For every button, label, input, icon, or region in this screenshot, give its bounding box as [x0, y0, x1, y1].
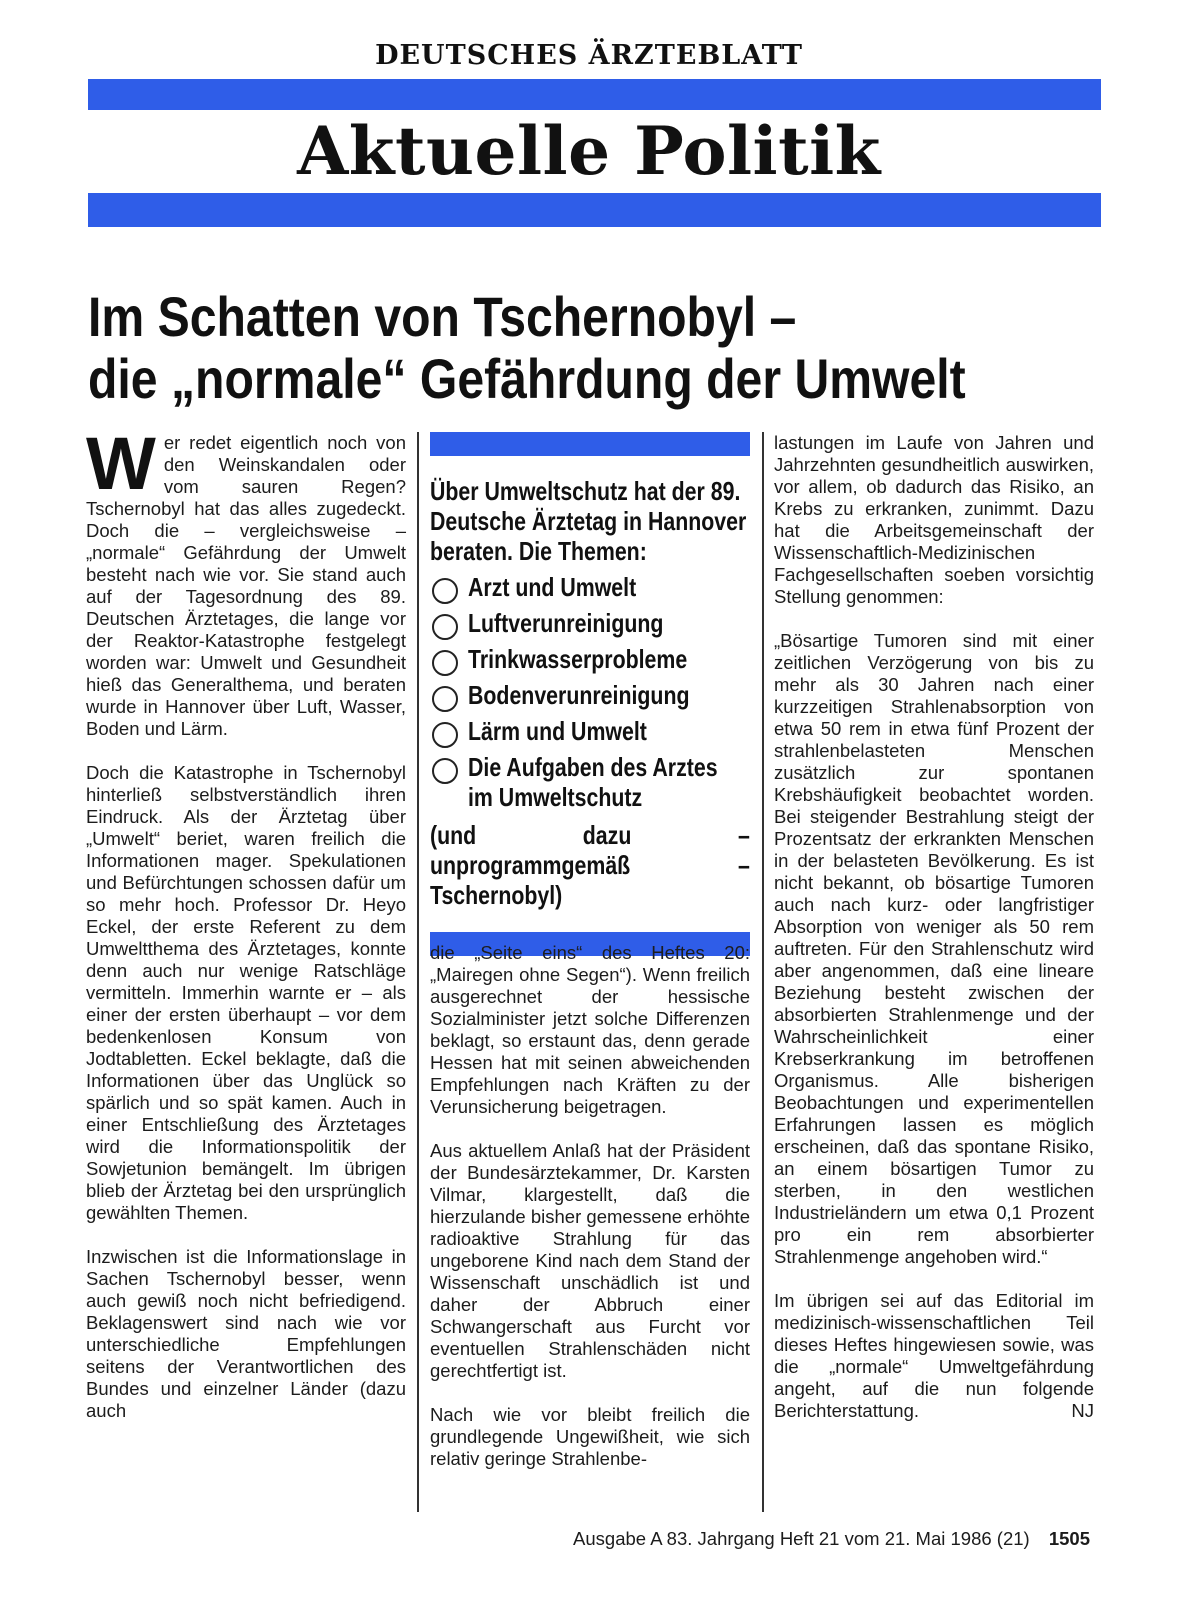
article-column-1 — [86, 422, 406, 1444]
infobox-note: (und dazu – unprogrammgemäß – Tschernobyl) — [430, 820, 750, 910]
circle-bullet-icon — [432, 578, 458, 604]
paragraph: Aus aktuellem Anlaß hat der Präsident der Bundesärztekammer, Dr. Karsten Vilmar, klargestellt, daß die hierzulande bisher gemessene erhöhte radioaktive Strahlung für das ungeborene Kind nach dem Stand der Wissenschaft unschädlich ist und daher der Abbruch einer Schwangerschaft aus Furcht vor eventuellen Strahlenschäden nicht gerechtfertigt ist. — [430, 1140, 750, 1381]
article-headline — [88, 286, 965, 410]
section-title: Aktuelle Politik — [297, 112, 881, 190]
topic-item — [430, 572, 750, 602]
topic-label: Bodenverunreinigung — [468, 680, 690, 710]
article-column-2 — [430, 942, 750, 1492]
circle-bullet-icon — [432, 722, 458, 748]
edition-label: Ausgabe A — [573, 1528, 662, 1549]
circle-bullet-icon — [432, 686, 458, 712]
infobox-bar-top — [430, 432, 750, 456]
column-divider — [762, 432, 764, 1512]
paragraph — [774, 1290, 1094, 1422]
column-divider — [417, 432, 419, 1512]
paragraph: Nach wie vor bleibt freilich die grundlegende Ungewißheit, wie sich relativ geringe Strahlenbe- — [430, 1404, 750, 1469]
article-column-3 — [774, 432, 1094, 1444]
masthead: DEUTSCHES ÄRZTEBLATT — [375, 40, 803, 71]
topic-item — [430, 608, 750, 638]
drop-cap: W — [86, 422, 156, 505]
circle-bullet-icon — [432, 758, 458, 784]
paragraph: Inzwischen ist die Informationslage in Sachen Tschernobyl besser, wenn auch gewiß noch nicht befriedigend. Beklagenswert sind nach wie vor unterschiedliche Empfehlungen seitens der Verantwortlichen des Bundes und einzelner Länder (dazu auch — [86, 1246, 406, 1421]
issue-info: 83. Jahrgang Heft 21 vom 21. Mai 1986 (21) — [666, 1528, 1030, 1549]
paragraph: Doch die Katastrophe in Tschernobyl hinterließ selbstverständlich ihren Eindruck. Als der Ärztetag über „Umwelt“ beriet, waren freilich die Informationen mager. Spekulationen und Befürchtungen schossen dafür um so mehr hoch. Professor Dr. Heyo Eckel, der erste Referent zu dem Umweltthema des Ärztetages, konnte denn auch nur wenige Ratschläge vermitteln. Immerhin warnte er – als einer der ersten überhaupt – vor dem bedenkenlosen Konsum von Jodtabletten. Eckel beklagte, daß die Informationen über das Unglück so spärlich und so spät kamen. Auch in einer Entschließung des Ärztetages wird die Informationspolitik der Sowjetunion bemängelt. Im übrigen blieb der Ärztetag bei den ursprünglich gewählten Themen. — [86, 762, 406, 1223]
header-bar-top — [88, 79, 1101, 110]
topic-item — [430, 752, 750, 812]
topic-label: Luftverunreinigung — [468, 608, 664, 638]
paragraph: die „Seite eins“ des Heftes 20: „Mairegen ohne Segen“). Wenn freilich ausgerechnet der hessische Sozialminister jetzt solche Differenzen beklagt, so erstaunt das, denn gerade Hessen hat mit seinen abweichenden Empfehlungen nach Kräften zu der Verunsicherung beigetragen. — [430, 942, 750, 1117]
topic-item — [430, 680, 750, 710]
paragraph: „Bösartige Tumoren sind mit einer zeitlichen Verzögerung von bis zu mehr als 30 Jahren nach einer kurzzeitigen Strahlenabsorption von etwa 50 rem in etwa fünf Prozent der strahlenbelasteten Menschen zusätzlich zur spontanen Krebshäufigkeit beobachtet worden. Bei steigender Bestrahlung steigt der Prozentsatz der erkrankten Menschen in der belasteten Bevölkerung. Es ist nicht bekannt, ob bösartige Tumoren auch nach kurz- oder langfristiger Absorption von weniger als 50 rem auftreten. Für den Strahlenschutz wird aber angenommen, daß eine lineare Beziehung besteht zwischen der absorbierten Strahlenmenge und der Wahrscheinlichkeit einer Krebserkrankung im betroffenen Organismus. Alle bisherigen Beobachtungen und experimentellen Erfahrungen lassen es möglich erscheinen, daß das spontane Risiko, an einem bösartigen Tumor zu sterben, in den westlichen Industrieländern um etwa 0,1 Prozent pro ein rem absorbierter Strahlenmenge angehoben wird.“ — [774, 630, 1094, 1267]
infobox-intro: Über Umweltschutz hat der 89. Deutsche Ärztetag in Hannover beraten. Die Themen: — [430, 476, 747, 566]
topic-label: Lärm und Umwelt — [468, 716, 647, 746]
circle-bullet-icon — [432, 614, 458, 640]
paragraph: lastungen im Laufe von Jahren und Jahrzehnten gesundheitlich auswirken, vor allem, ob dadurch das Risiko, an Krebs zu erkranken, zunimmt. Dazu hat die Arbeitsgemeinschaft der Wissenschaftlich-Medizinischen Fachgesellschaften soeben vorsichtig Stellung genommen: — [774, 432, 1094, 607]
header-bar-bottom — [88, 193, 1101, 227]
topic-label: Trinkwasserprobleme — [468, 644, 688, 674]
headline-line-2: die „normale“ Gefährdung der Umwelt — [88, 347, 966, 410]
headline-line-1: Im Schatten von Tschernobyl – — [88, 285, 797, 348]
circle-bullet-icon — [432, 650, 458, 676]
paragraph-text: er redet eigentlich noch von den Weinskandalen oder vom sauren Regen? Tschernobyl hat das alles zugedeckt. Doch die – vergleichsweise – „normale“ Gefährdung der Umwelt besteht nach wie vor. Sie stand auch auf der Tagesordnung des 89. Deutschen Ärztetages, die lange vor der Reaktor-Katastrophe festgelegt worden war: Umwelt und Gesundheit hieß das Generalthema, und beraten wurde in Hannover über Luft, Wasser, Boden und Lärm. — [86, 432, 406, 739]
topics-infobox — [430, 432, 750, 956]
author-signature: NJ — [1071, 1400, 1094, 1421]
page-footer — [0, 1528, 1090, 1550]
topic-item — [430, 716, 750, 746]
topic-item — [430, 644, 750, 674]
topic-label: Die Aufgaben des Arztes im Umweltschutz — [468, 752, 718, 812]
paragraph — [86, 422, 406, 740]
page-number: 1505 — [1048, 1528, 1090, 1549]
paragraph-text: Im übrigen sei auf das Editorial im medizinisch-wissenschaftlichen Teil dieses Heftes hingewiesen sowie, was die „normale“ Umweltgefährdung angeht, auf die nun folgende Berichterstattung. — [774, 1290, 1094, 1421]
topic-label: Arzt und Umwelt — [468, 572, 637, 602]
